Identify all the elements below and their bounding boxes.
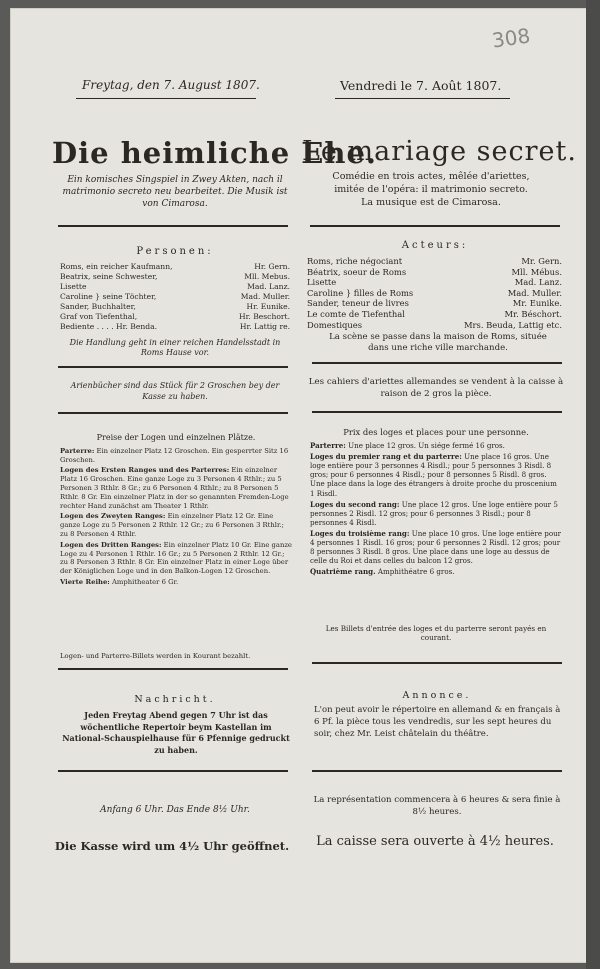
cast-role: Lisette <box>60 282 87 291</box>
cast-role: Sander, Buchhalter, <box>60 302 136 311</box>
prices-heading-de: Preise der Logen und einzelnen Plätze. <box>96 433 256 442</box>
page-number: 308 <box>490 23 532 53</box>
cast-heading-de: Personen: <box>136 246 214 257</box>
rule-cast-de <box>58 366 288 368</box>
price-entry <box>310 441 562 450</box>
cast-row <box>307 298 562 309</box>
cast-role: Beatrix, seine Schwester, <box>60 272 158 281</box>
price-label: Quatrième rang. <box>310 567 376 577</box>
cast-actor: Mad. Muller. <box>240 292 290 301</box>
rule-top-fr <box>310 225 560 227</box>
price-text: Une place 12 gros. Une loge entière pour 5 personnes 2 Risdl. 12 gros; pour 6 personnes 3 Risdl.; pour 8 personnes 4 Risdl. <box>310 499 558 527</box>
price-text: Ein einzelner Platz 12 Groschen. Ein gesperrter Sitz 16 Groschen. <box>60 446 289 464</box>
price-text: Ein einzelner Platz 16 Groschen. Eine ganze Loge zu 3 Personen 4 Rthlr.; zu 5 Personen 3 Rthlr. 8 Gr.; zu 6 Personen 4 Rthlr.; zu 8 Personen 5 Rthlr. 8 Gr. Ein einzelner Platz in der so genannten Fremden-Loge rechter Hand zunächst am Theater 1 Rthlr. <box>60 466 289 510</box>
cast-role: Roms, riche négociant <box>307 256 403 266</box>
price-label: Vierte Reihe: <box>60 577 110 586</box>
price-entry <box>310 529 562 565</box>
currency-note-de: Logen- und Parterre-Billets werden in Kourant bezahlt. <box>60 652 251 660</box>
scan-edge <box>586 0 600 969</box>
rule-ariettas-fr <box>312 411 562 413</box>
cast-role: Béatrix, soeur de Roms <box>307 266 407 277</box>
subtitle-fr-line-2: imitée de l'opéra: il matrimonio secreto. <box>334 184 528 195</box>
times-de: Anfang 6 Uhr. Das Ende 8½ Uhr. <box>100 805 250 815</box>
price-label: Loges du premier rang et du parterre: <box>310 452 462 462</box>
price-entry <box>310 500 562 527</box>
times-fr: La représentation commencera à 6 heures & sera finie à 8½ heures. <box>313 795 561 817</box>
cast-role: Lisette <box>307 277 337 288</box>
rule-notice-fr <box>312 770 562 772</box>
cast-actor: Mll. Mebus. <box>244 272 290 281</box>
notice-heading-de: Nachricht. <box>134 694 216 705</box>
price-text: Ein einzelner Platz 10 Gr. Eine ganze Loge zu 4 Personen 1 Rthlr. 16 Gr.; zu 5 Personen 2 Rthlr. 12 Gr.; zu 8 Personen 3 Rthlr. 8 Gr. Ein einzelner Platz in einer Loge über der Königlichen Loge und in den Balkon-Logen 12 Groschen. <box>60 540 292 576</box>
title-de: Die heimliche Ehe. <box>52 136 378 170</box>
price-label: Logen des Ersten Ranges und des Parterres: <box>60 466 230 475</box>
rule-top-de <box>58 225 288 227</box>
cast-role: Roms, ein reicher Kaufmann, <box>60 262 173 271</box>
cast-actor: Mad. Lanz. <box>514 277 562 288</box>
price-entry <box>60 466 292 510</box>
cast-actor: Mll. Mébus. <box>511 266 562 277</box>
cast-role: Caroline } filles de Roms <box>307 287 414 298</box>
cast-actor: Mad. Lanz. <box>247 282 290 291</box>
cast-row <box>307 267 562 278</box>
cast-role: Graf von Tiefenthal, <box>60 312 138 321</box>
price-text: Une place 12 gros. Un siége fermé 16 gros. <box>348 441 505 451</box>
rule-cast-fr <box>312 362 562 364</box>
ariettas-de: Arienbücher sind das Stück für 2 Groschen bey der Kasse zu haben. <box>70 381 280 401</box>
price-text: Une place 10 gros. Une loge entière pour 4 personnes 1 Risdl. 16 gros; pour 6 personnes 2 Risdl. 12 gros; pour 8 personnes 3 Risdl. 8 gros. Une place dans une loge au dessus de celle du Roi et dans celles du balcon 12 gros. <box>310 528 562 566</box>
price-entry <box>60 578 292 587</box>
price-label: Loges du second rang: <box>310 499 400 509</box>
cast-actor: Mr. Gern. <box>521 256 562 266</box>
rule-prices-de <box>58 668 288 670</box>
cast-heading-fr: Acteurs: <box>401 240 469 251</box>
box-office-de: Die Kasse wird um 4½ Uhr geöffnet. <box>54 839 290 853</box>
cast-row <box>60 262 290 272</box>
cast-row <box>307 288 562 299</box>
cast-list-de <box>60 262 290 332</box>
cast-actor: Mrs. Beuda, Lattig etc. <box>463 319 562 330</box>
cast-actor: Mr. Béschort. <box>504 308 562 319</box>
cast-row <box>307 277 562 288</box>
prices-heading-fr: Prix des loges et places pour une personne. <box>343 427 529 437</box>
price-entry <box>60 541 292 576</box>
cast-list-fr <box>307 256 562 330</box>
rule-date-de <box>76 98 256 99</box>
ariettas-fr: Les cahiers d'ariettes allemandes se vendent à la caisse à raison de 2 gros la pièce. <box>308 377 564 399</box>
cast-role: Le comte de Tiefenthal <box>307 308 405 319</box>
price-entry <box>60 512 292 538</box>
cast-role: Domestiques <box>307 319 363 330</box>
rule-notice-de <box>58 770 288 772</box>
cast-row <box>60 302 290 312</box>
rule-date-fr <box>335 98 510 99</box>
prices-fr <box>310 428 562 578</box>
price-text: Amphithéatre 6 gros. <box>377 567 455 577</box>
subtitle-fr-line-3: La musique est de Cimarosa. <box>361 197 501 208</box>
price-label: Loges du troisième rang: <box>310 528 410 538</box>
subtitle-fr <box>308 170 554 209</box>
price-entry <box>310 567 562 576</box>
cast-row <box>307 320 562 331</box>
cast-actor: Hr. Eunike. <box>246 302 290 311</box>
price-label: Logen des Dritten Ranges: <box>60 540 162 549</box>
price-label: Parterre: <box>60 446 95 455</box>
notice-fr: L'on peut avoir le répertoire en allemand & en français à 6 Pf. la pièce tous les vendredis, sur les sept heures du soir, chez Mr. Leist châtelain du théâtre. <box>314 705 561 739</box>
cast-row <box>60 322 290 332</box>
cast-row <box>60 292 290 302</box>
cast-role: Bediente . . . . Hr. Benda. <box>60 322 158 331</box>
price-text: Ein einzelner Platz 12 Gr. Eine ganze Loge zu 5 Personen 2 Rthlr. 12 Gr.; zu 6 Personen 3 Rthlr.; zu 8 Personen 4 Rthlr. <box>60 512 284 538</box>
cast-actor: Hr. Gern. <box>254 262 290 271</box>
date-fr: Vendredi le 7. Août 1807. <box>340 78 502 93</box>
price-label: Logen des Zweyten Ranges: <box>60 512 166 521</box>
currency-note-fr: Les Billets d'entrée des loges et du parterre seront payés en courant. <box>325 624 547 642</box>
cast-row <box>60 312 290 322</box>
prices-de <box>60 434 292 589</box>
cast-row <box>60 282 290 292</box>
title-fr: Le mariage secret. <box>302 136 577 167</box>
cast-role: Caroline } seine Töchter, <box>60 292 157 301</box>
cast-role: Sander, teneur de livres <box>307 298 409 309</box>
cast-actor: Hr. Beschort. <box>238 312 290 321</box>
price-text: Amphitheater 6 Gr. <box>111 577 179 586</box>
price-entry <box>310 452 562 497</box>
cast-actor: Mr. Eunike. <box>512 298 562 309</box>
cast-row <box>307 309 562 320</box>
cast-actor: Hr. Lattig re. <box>239 322 290 331</box>
price-entry <box>60 447 292 465</box>
cast-note-de: Die Handlung geht in einer reichen Handelsstadt in Roms Hause vor. <box>69 338 281 357</box>
cast-note-fr: La scène se passe dans la maison de Roms, située dans une riche ville marchande. <box>329 332 547 353</box>
box-office-fr: La caisse sera ouverte à 4½ heures. <box>316 834 554 849</box>
subtitle-fr-line-1: Comédie en trois actes, mêlée d'ariettes, <box>332 171 530 182</box>
cast-row <box>307 256 562 267</box>
rule-prices-fr <box>312 662 562 664</box>
price-label: Parterre: <box>310 441 346 451</box>
cast-row <box>60 272 290 282</box>
date-de: Freytag, den 7. August 1807. <box>82 78 260 92</box>
price-text: Une place 16 gros. Une loge entière pour 3 personnes 4 Risdl.; pour 5 personnes 3 Risdl. 8 gros; pour 6 personnes 4 Risdl.; pour 8 personnes 5 Risdl. 8 gros. Une place dans la loge des étrangers à droite proche du proscenium 1 Risdl. <box>310 452 557 498</box>
rule-ariettas-de <box>58 412 288 414</box>
notice-de: Jeden Freytag Abend gegen 7 Uhr ist das wöchentliche Repertoir beym Kastellan im National-Schauspielhause für 6 Pfennige gedruckt zu haben. <box>62 710 290 755</box>
cast-actor: Mad. Muller. <box>507 287 562 298</box>
subtitle-de: Ein komisches Singspiel in Zwey Akten, nach il matrimonio secreto neu bearbeitet. Die Musik ist von Cimarosa. <box>62 175 288 209</box>
notice-heading-fr: Annonce. <box>402 690 472 701</box>
